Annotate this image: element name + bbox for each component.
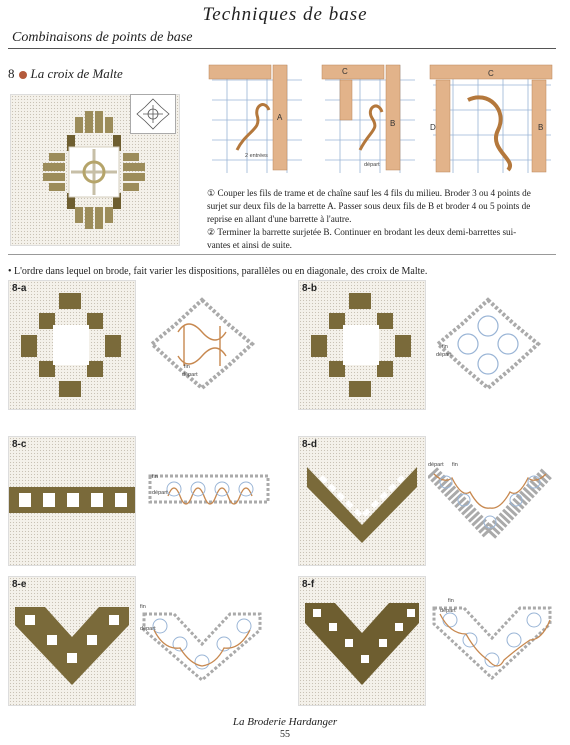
label-depart-f: départ — [440, 608, 456, 614]
label-depart-d: départ — [428, 462, 444, 468]
instruction-line: reprise en allant d'une barrette à l'autre. — [207, 214, 352, 224]
intro-text: • L'ordre dans lequel on brode, fait varier les dispositions, parallèles ou en diagonale, des croix de Malte. — [8, 266, 428, 277]
example-8b-diagram — [434, 296, 542, 392]
page-title: Techniques de base — [202, 4, 368, 25]
section-heading — [8, 66, 123, 82]
bullet-icon — [19, 71, 27, 79]
svg-text:B: B — [390, 119, 396, 128]
example-8d-photo — [298, 436, 426, 566]
example-8a-label: 8-a — [12, 283, 27, 294]
example-8e-label: 8-e — [12, 579, 27, 590]
label-fin-d: fin — [452, 462, 458, 468]
instruction-line: vantes et ainsi de suite. — [207, 240, 292, 250]
instructions — [207, 187, 559, 252]
example-8c-label: 8-c — [12, 439, 27, 450]
instruction-line: ① Couper les fils de trame et de chaîne sauf les 4 fils du milieu. Broder 3 ou 4 points de — [207, 188, 531, 198]
instruction-line: ② Terminer la barrette surjetée B. Continuer en brodant les deux demi-barrettes sui- — [207, 227, 517, 237]
header-rule — [8, 48, 556, 49]
book-title: La Broderie Hardanger — [232, 716, 338, 728]
example-8d-diagram — [428, 458, 552, 548]
example-8d-label: 8-d — [302, 439, 317, 450]
label-depart-b: départ — [436, 352, 452, 358]
svg-text:D: D — [430, 123, 436, 132]
label-fin-f: fin — [448, 598, 454, 604]
step-2-illustration — [320, 60, 420, 178]
step2-depart-label: départ — [364, 162, 380, 168]
example-8f-photo — [298, 576, 426, 706]
label-depart: départ — [182, 372, 198, 378]
svg-text:C: C — [342, 67, 348, 76]
example-8f-diagram — [430, 594, 554, 686]
svg-text:C: C — [488, 69, 494, 78]
section-divider — [8, 254, 556, 255]
svg-text:B: B — [538, 123, 544, 132]
label-depart-e: départ — [140, 626, 156, 632]
example-8c-photo — [8, 436, 136, 566]
step1-entrees-label: 2 entrées — [245, 153, 268, 159]
label-fin-c: fin — [152, 474, 158, 480]
example-8f-label: 8-f — [302, 579, 315, 590]
example-8c-diagram — [148, 466, 270, 512]
example-8b-label: 8-b — [302, 283, 317, 294]
step-3-illustration — [428, 60, 556, 178]
example-8a-photo — [8, 280, 136, 410]
label-fin: fin — [184, 364, 190, 370]
intro-sentence: L'ordre dans lequel on brode, fait varier les dispositions, parallèles ou en diagonale, des croix de Malte. — [14, 266, 428, 277]
page-number: 55 — [280, 729, 290, 740]
label-depart-c: départ — [152, 490, 168, 496]
example-8a-diagram — [148, 296, 256, 392]
section-title: La croix de Malte — [30, 66, 123, 81]
page-subtitle: Combinaisons de points de base — [12, 30, 193, 45]
svg-text:A: A — [277, 113, 283, 122]
example-8e-diagram — [140, 600, 264, 686]
section-number: 8 — [8, 66, 15, 81]
example-8b-photo — [298, 280, 426, 410]
label-fin-e: fin — [140, 604, 146, 610]
step-1-illustration — [207, 60, 307, 178]
example-8e-photo — [8, 576, 136, 706]
motif-chart-thumbnail — [130, 94, 176, 134]
instruction-line: surjet sur deux fils de la barrette A. Passer sous deux fils de B et broder 4 ou 5 points de — [207, 201, 531, 211]
label-fin-b: fin — [442, 344, 448, 350]
